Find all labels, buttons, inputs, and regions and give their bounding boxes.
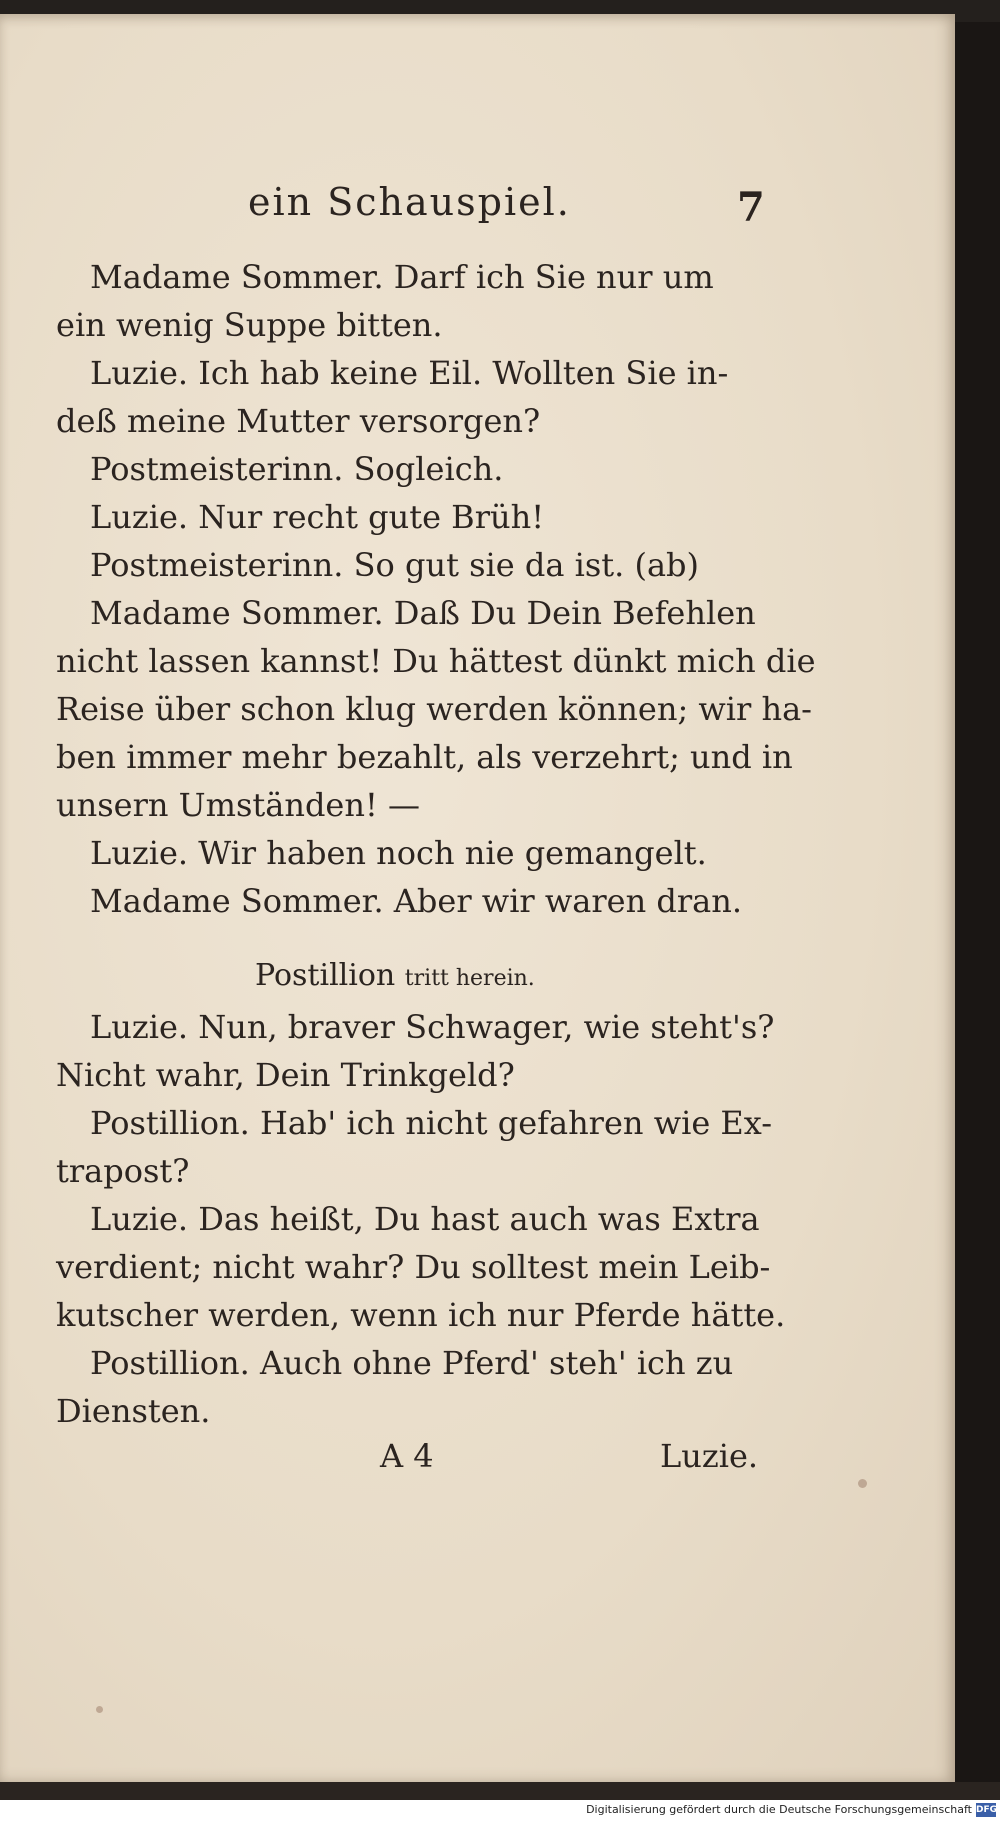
page-number: 7 <box>737 184 765 231</box>
text-line: Postmeisterinn. So gut sie da ist. (ab) <box>90 546 699 584</box>
text-line: Luzie. Wir haben noch nie gemangelt. <box>90 834 707 872</box>
text-line: kutscher werden, wenn ich nur Pferde hätte. <box>56 1296 786 1334</box>
text-line: Luzie. Ich hab keine Eil. Wollten Sie in- <box>90 354 729 392</box>
text-line: Postillion. Hab' ich nicht gefahren wie Ex- <box>90 1104 773 1142</box>
paper-stain <box>96 1706 103 1713</box>
funding-credit: Digitalisierung gefördert durch die Deutsche Forschungsgemeinschaft <box>586 1803 972 1816</box>
signature-mark: A 4 <box>380 1437 434 1475</box>
catchword: Luzie. <box>660 1437 759 1475</box>
text-line: Postmeisterinn. Sogleich. <box>90 450 504 488</box>
text-line: Madame Sommer. Aber wir waren dran. <box>90 882 743 920</box>
stage-text: tritt herein. <box>404 966 535 991</box>
running-title: ein Schauspiel. <box>248 180 571 224</box>
stage-direction <box>255 958 535 993</box>
text-line: Luzie. Nun, braver Schwager, wie steht's? <box>90 1008 775 1046</box>
text-line: Reise über schon klug werden können; wir ha- <box>56 690 812 728</box>
text-line: Luzie. Das heißt, Du hast auch was Extra <box>90 1200 760 1238</box>
text-line: Madame Sommer. Daß Du Dein Befehlen <box>90 594 756 632</box>
text-line: Diensten. <box>56 1392 211 1430</box>
text-line: trapost? <box>56 1152 190 1190</box>
text-line: nicht lassen kannst! Du hättest dünkt mich die <box>56 642 816 680</box>
scan-bottom-edge <box>0 1782 1000 1800</box>
dfg-logo: DFG <box>976 1805 998 1815</box>
text-line: ben immer mehr bezahlt, als verzehrt; und in <box>56 738 793 776</box>
text-line: deß meine Mutter versorgen? <box>56 402 541 440</box>
text-line: Postillion. Auch ohne Pferd' steh' ich zu <box>90 1344 734 1382</box>
stage-speaker: Postillion <box>255 958 396 993</box>
text-line: Nicht wahr, Dein Trinkgeld? <box>56 1056 515 1094</box>
text-line: unsern Umständen! — <box>56 786 420 824</box>
text-line: ein wenig Suppe bitten. <box>56 306 443 344</box>
text-line: verdient; nicht wahr? Du solltest mein Leib- <box>56 1248 771 1286</box>
paper-stain <box>858 1479 867 1488</box>
text-line: Madame Sommer. Darf ich Sie nur um <box>90 258 714 296</box>
text-line: Luzie. Nur recht gute Brüh! <box>90 498 545 536</box>
